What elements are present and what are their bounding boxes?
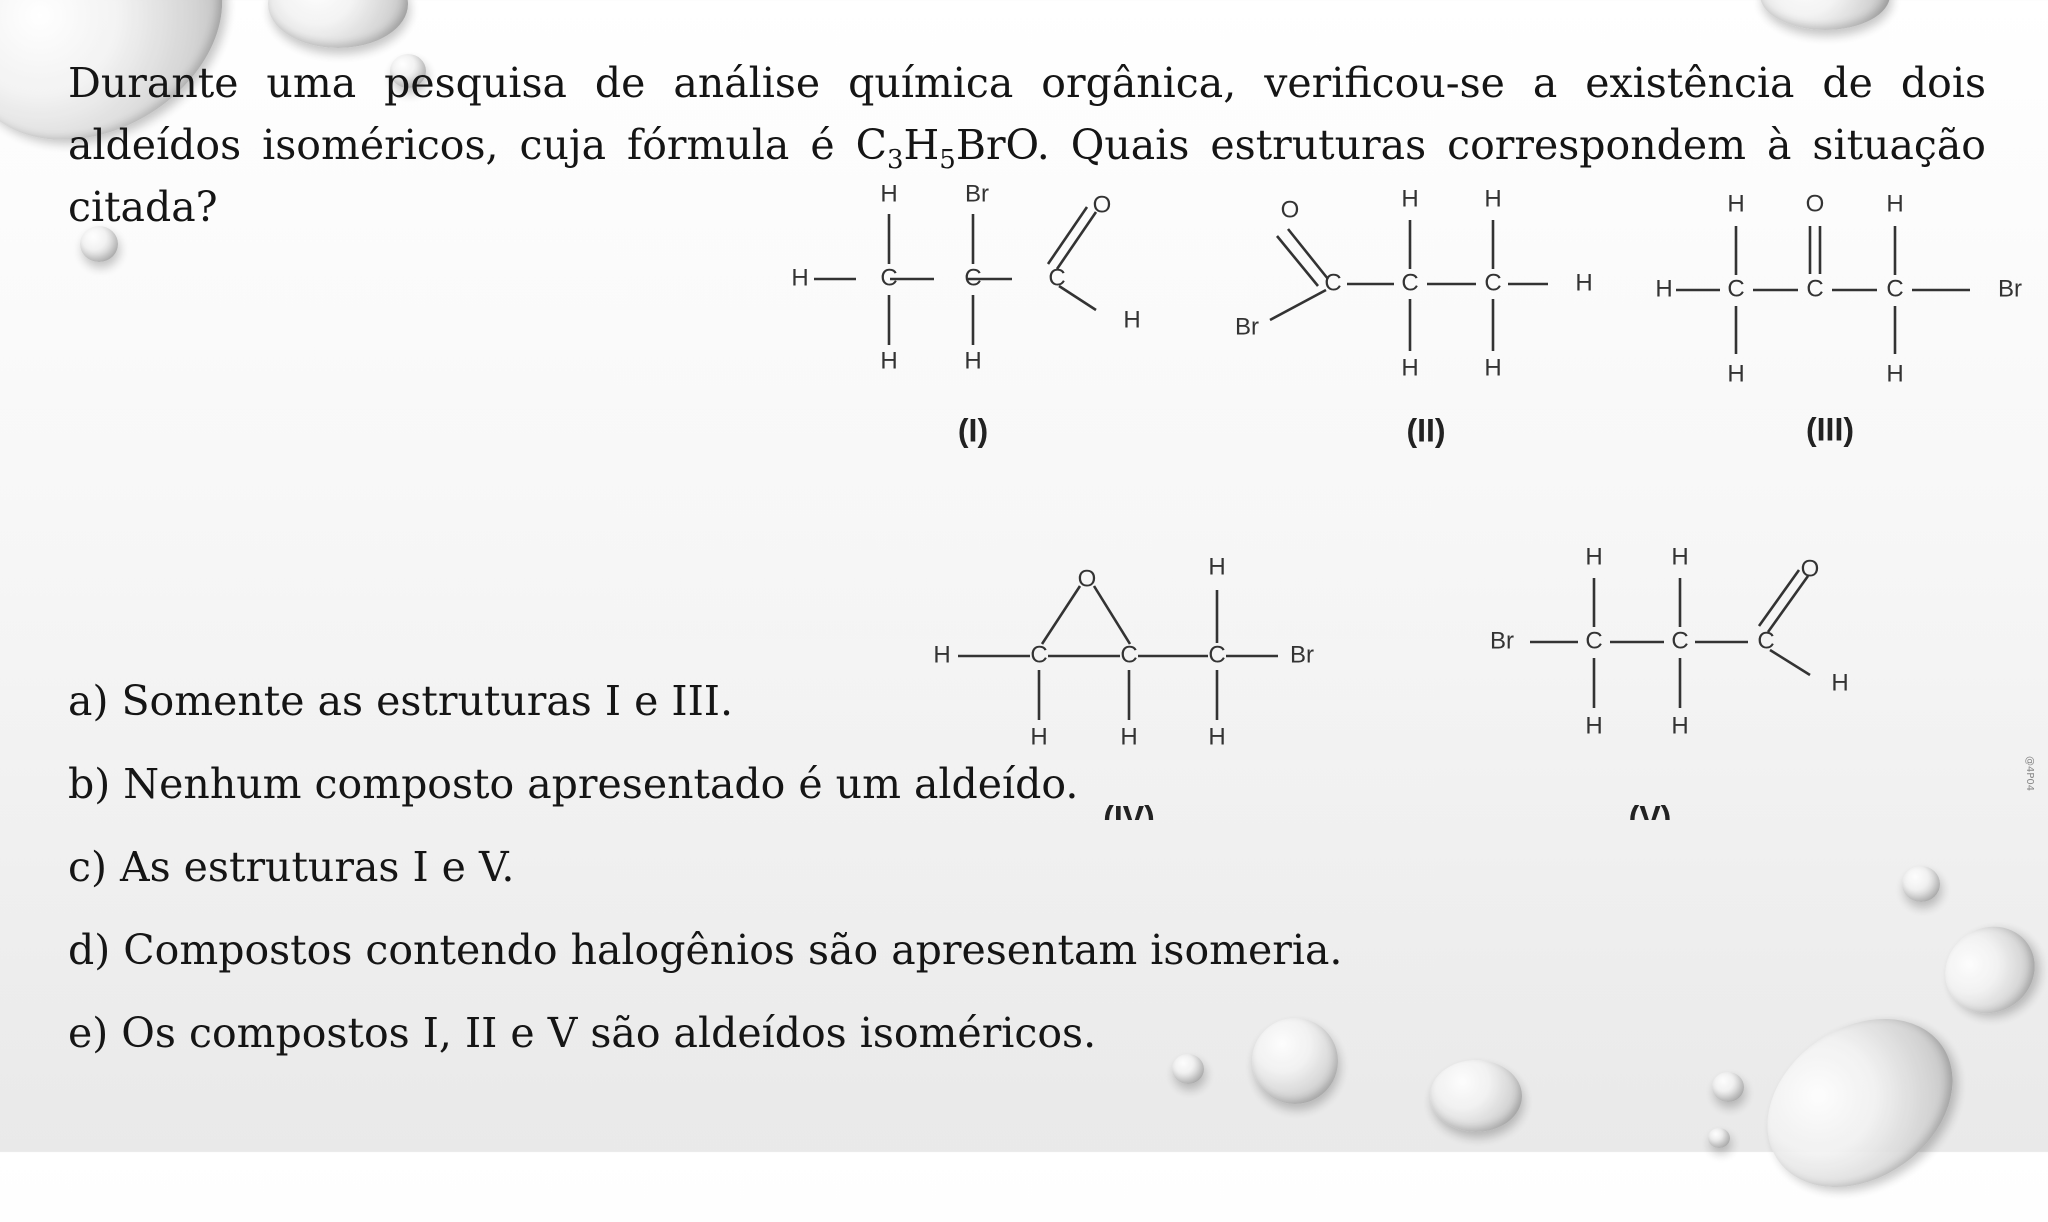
svg-text:H: H	[1030, 723, 1048, 751]
image-credit: @4P04	[2024, 755, 2036, 792]
svg-text:H: H	[1575, 269, 1593, 297]
svg-text:H: H	[1401, 354, 1419, 382]
structure-II	[1210, 175, 1600, 465]
svg-text:H: H	[1886, 360, 1904, 388]
water-drop-decoration	[1430, 1060, 1522, 1132]
svg-text:Br: Br	[1235, 313, 1259, 341]
option-d[interactable]: d) Compostos contendo halogênios são apresentam isomeria.	[68, 926, 1343, 974]
svg-text:C: C	[880, 264, 898, 292]
svg-text:O: O	[1092, 191, 1112, 219]
svg-text:C: C	[1120, 641, 1138, 669]
svg-text:H: H	[791, 264, 809, 292]
svg-text:H: H	[1831, 669, 1849, 697]
option-a[interactable]: a) Somente as estruturas I e III.	[68, 677, 734, 725]
svg-text:O: O	[1800, 555, 1820, 583]
water-drop-decoration	[1760, 0, 1890, 30]
water-drop-decoration	[1928, 909, 2048, 1031]
structure-label: (III)	[1806, 411, 1854, 448]
option-c[interactable]: c) As estruturas I e V.	[68, 843, 515, 891]
water-drop-decoration	[1708, 1128, 1730, 1148]
structure-V	[1470, 540, 1900, 836]
svg-text:H: H	[1655, 275, 1673, 303]
question-text: Durante uma pesquisa de análise química orgânica, verificou-se a existência de dois aldeídos isoméricos, cuja fórmula é $C_3H_5BrO$. Quais estruturas correspondem à situação citada?	[68, 59, 1986, 231]
svg-text:H: H	[1671, 543, 1689, 571]
water-drop-decoration	[1735, 984, 1985, 1222]
svg-text:C: C	[1324, 269, 1342, 297]
svg-text:H: H	[1208, 723, 1226, 751]
structure-III	[1640, 180, 2035, 470]
structure-label: (I)	[957, 412, 989, 449]
svg-text:H: H	[880, 347, 898, 375]
svg-text:C: C	[1208, 641, 1226, 669]
svg-text:H: H	[1401, 185, 1419, 213]
structure-label: (II)	[1406, 412, 1446, 449]
svg-text:H: H	[1671, 712, 1689, 740]
svg-text:H: H	[933, 641, 951, 669]
svg-text:H: H	[964, 347, 982, 375]
structure-V-wrapper	[1470, 540, 1900, 836]
svg-text:O: O	[1805, 190, 1825, 218]
svg-text:C: C	[1484, 269, 1502, 297]
svg-text:Br: Br	[965, 180, 989, 208]
structure-label: (IV)	[1103, 799, 1155, 836]
svg-text:C: C	[1757, 627, 1775, 655]
svg-text:C: C	[1585, 627, 1603, 655]
svg-text:C: C	[1030, 641, 1048, 669]
svg-text:H: H	[880, 180, 898, 208]
svg-text:Br: Br	[1490, 627, 1514, 655]
water-drop-decoration	[1902, 866, 1940, 902]
option-b[interactable]: b) Nenhum composto apresentado é um aldeído.	[68, 760, 1079, 808]
svg-text:H: H	[1208, 553, 1226, 581]
svg-text:H: H	[1123, 306, 1141, 334]
svg-text:H: H	[1886, 190, 1904, 218]
option-e[interactable]: e) Os compostos I, II e V são aldeídos isoméricos.	[68, 1009, 1097, 1057]
svg-text:H: H	[1727, 190, 1745, 218]
svg-text:C: C	[1671, 627, 1689, 655]
svg-text:O: O	[1077, 565, 1097, 593]
water-drop-decoration	[1712, 1072, 1744, 1102]
svg-text:C: C	[1727, 275, 1745, 303]
svg-text:Br: Br	[1290, 641, 1314, 669]
answer-options	[68, 672, 1342, 1087]
svg-text:C: C	[964, 264, 982, 292]
structure-label: (V)	[1628, 799, 1672, 836]
svg-text:H: H	[1484, 185, 1502, 213]
svg-text:H: H	[1484, 354, 1502, 382]
svg-text:Br: Br	[1998, 275, 2022, 303]
svg-text:H: H	[1120, 723, 1138, 751]
svg-text:H: H	[1585, 543, 1603, 571]
structure-I	[780, 170, 1160, 460]
water-drop-decoration	[268, 0, 408, 48]
svg-text:C: C	[1806, 275, 1824, 303]
svg-text:C: C	[1048, 264, 1066, 292]
svg-text:C: C	[1886, 275, 1904, 303]
svg-text:C: C	[1401, 269, 1419, 297]
svg-text:H: H	[1585, 712, 1603, 740]
svg-text:H: H	[1727, 360, 1745, 388]
svg-text:O: O	[1280, 196, 1300, 224]
